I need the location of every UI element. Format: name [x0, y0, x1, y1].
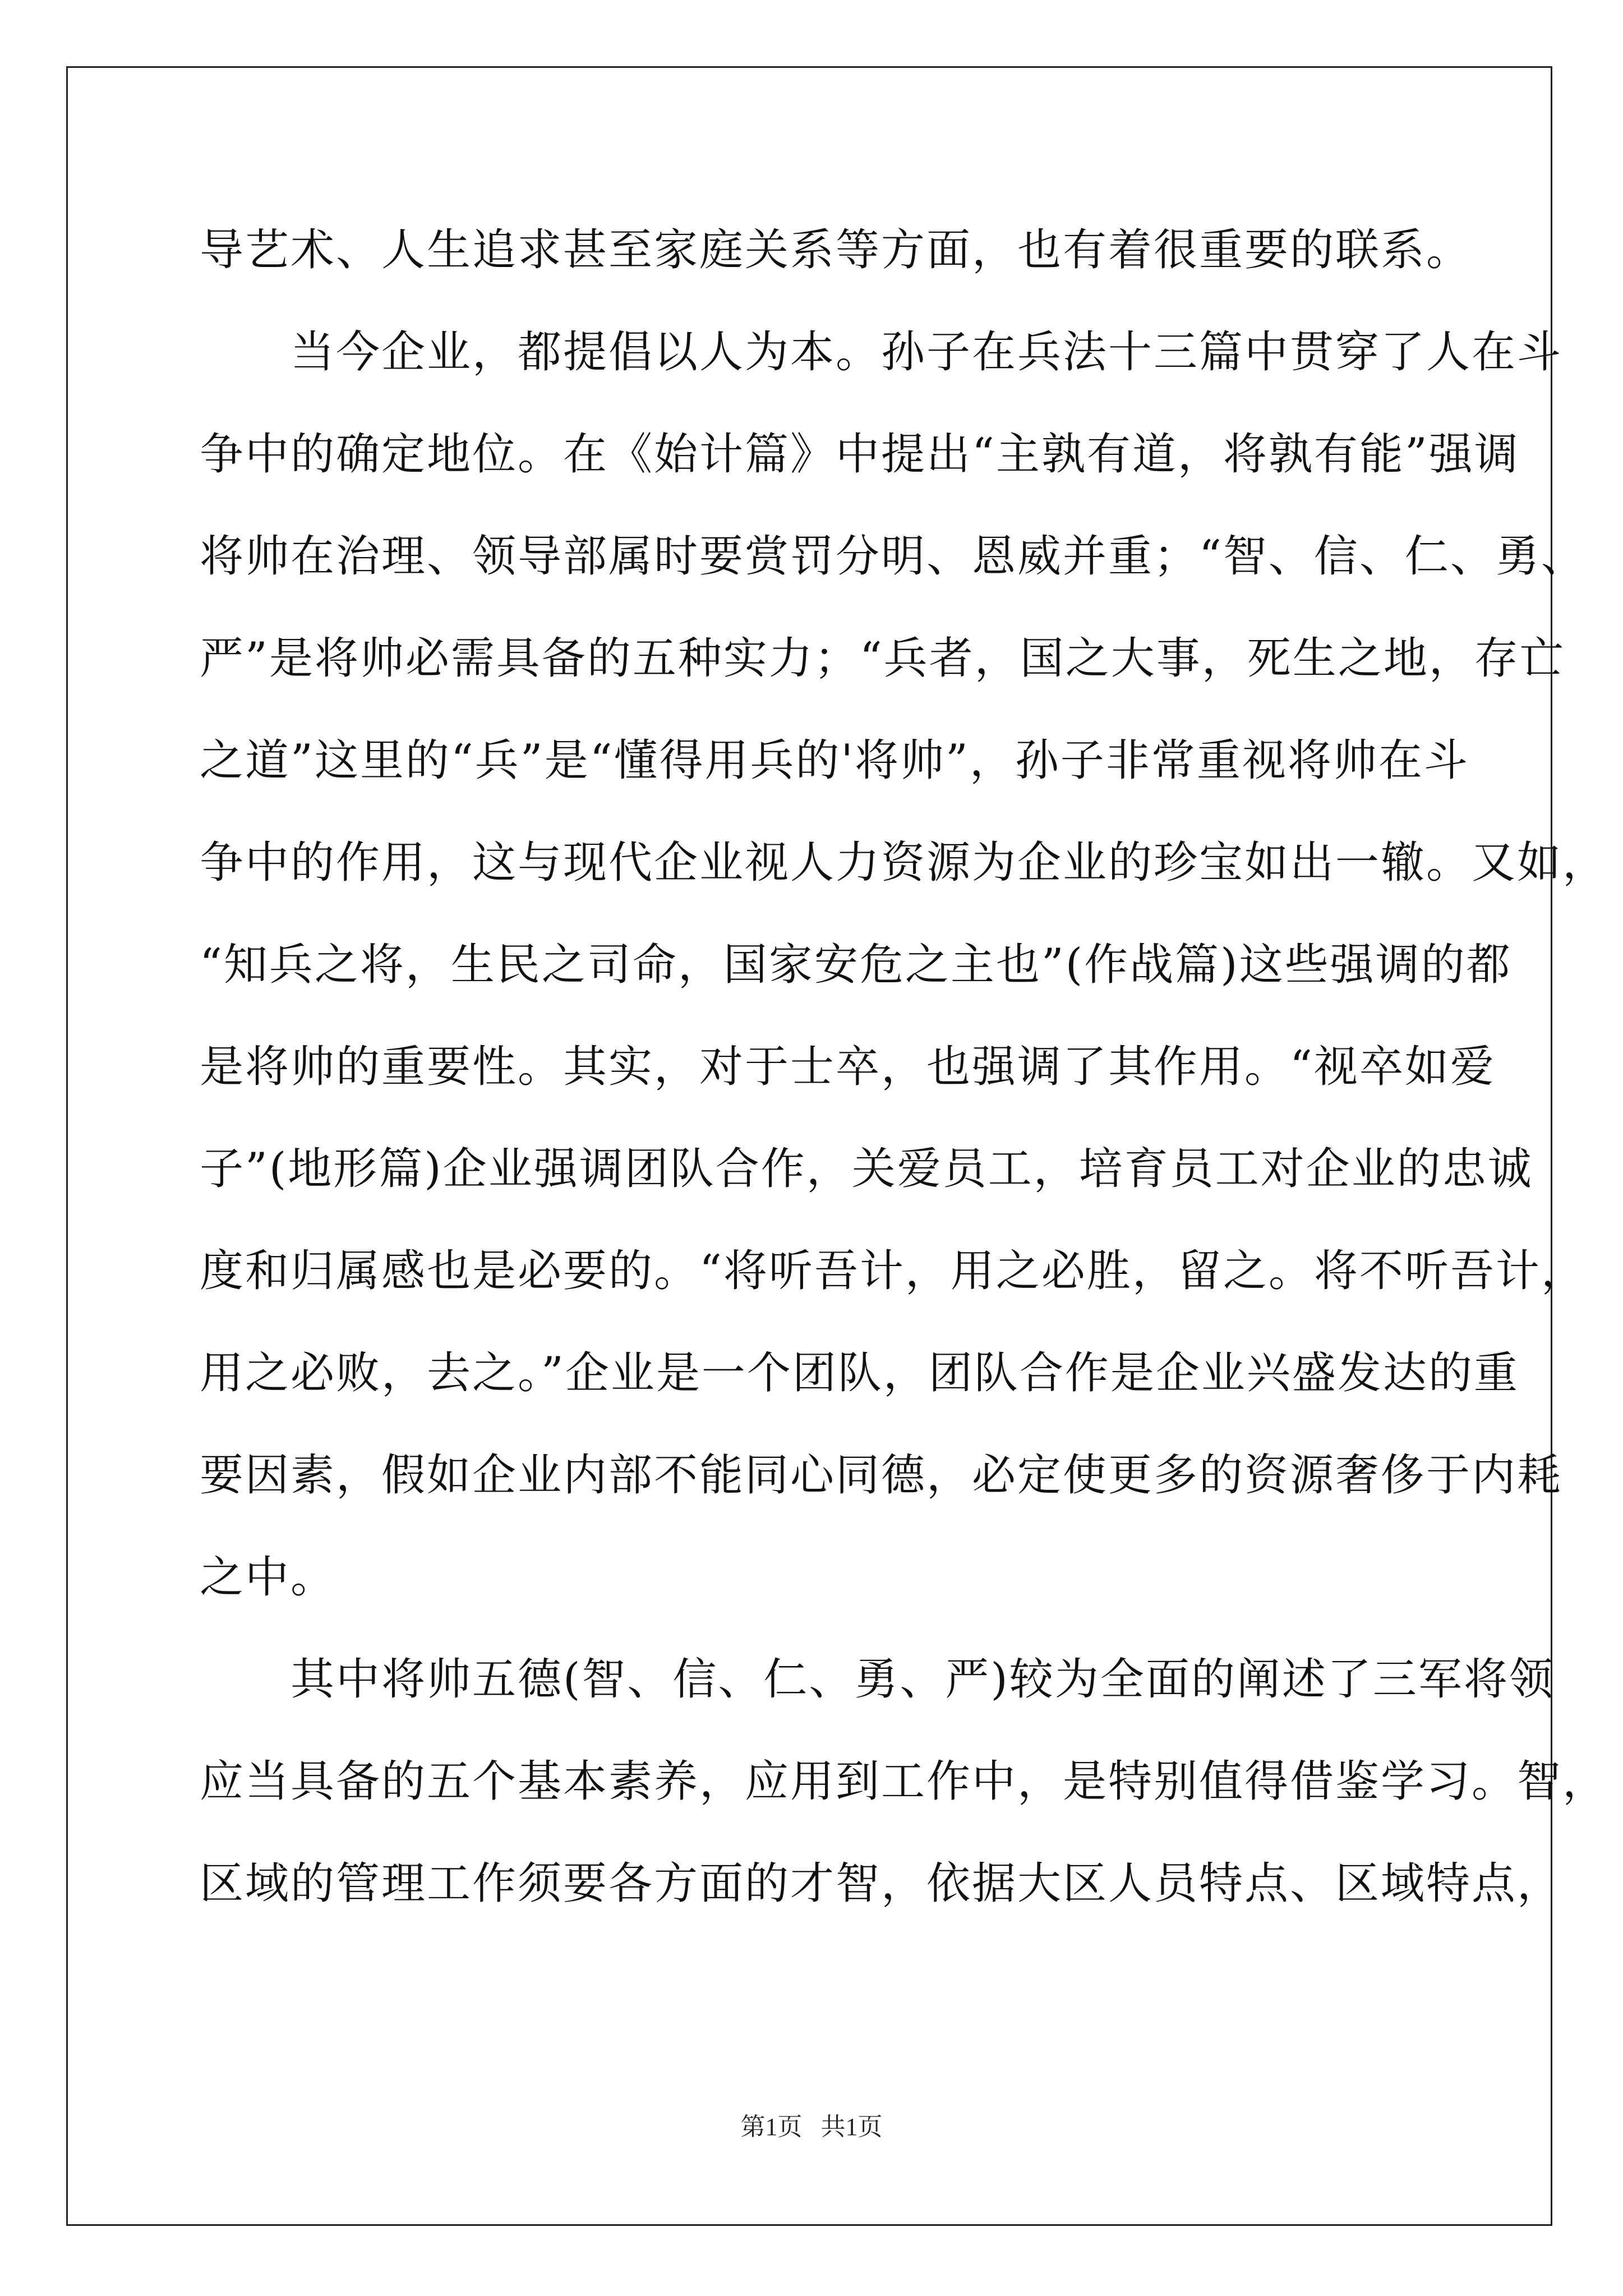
- text-line: 用之必败，去之。”企业是一个团队，团队合作是企业兴盛发达的重: [200, 1348, 1519, 1398]
- text-line: 应当具备的五个基本素养，应用到工作中，是特别值得借鉴学习。智，: [200, 1756, 1608, 1807]
- text-line: 是将帅的重要性。其实，对于士卒，也强调了其作用。“视卒如爱: [200, 1042, 1496, 1092]
- page-number-footer: 第1页 共1页: [740, 2113, 883, 2141]
- text-line: 严”是将帅必需具备的五种实力；“兵者，国之大事，死生之地，存亡: [200, 633, 1565, 684]
- text-line: 区域的管理工作须要各方面的才智，依据大区人员特点、区域特点，: [200, 1858, 1563, 1909]
- document-body: [200, 199, 1608, 1935]
- text-line: 要因素，假如企业内部不能同心同德，必定使更多的资源奢侈于内耗: [200, 1450, 1563, 1501]
- text-line: “知兵之将，生民之司命，国家安危之主也”(作战篇)这些强调的都: [200, 940, 1512, 990]
- text-line: 将帅在治理、领导部属时要赏罚分明、恩威并重；“智、信、仁、勇、: [200, 531, 1587, 582]
- text-line: 之道”这里的“兵”是“懂得用兵的'将帅”，孙子非常重视将帅在斗: [200, 735, 1469, 786]
- text-line: 子”(地形篇)企业强调团队合作，关爱员工，培育员工对企业的忠诚: [200, 1144, 1533, 1194]
- text-line: 之中。: [200, 1552, 336, 1603]
- text-line: 当今企业，都提倡以人为本。孙子在兵法十三篇中贯穿了人在斗: [200, 327, 1563, 378]
- text-line: 度和归属感也是必要的。“将听吾计，用之必胜，留之。将不听吾计，: [200, 1246, 1587, 1296]
- text-line: 其中将帅五德(智、信、仁、勇、严)较为全面的阐述了三军将领: [200, 1654, 1555, 1705]
- text-line: 导艺术、人生追求甚至家庭关系等方面，也有着很重要的联系。: [200, 225, 1472, 275]
- text-line: 争中的确定地位。在《始计篇》中提出“主孰有道，将孰有能”强调: [200, 429, 1520, 480]
- text-line: 争中的作用，这与现代企业视人力资源为企业的珍宝如出一辙。又如，: [200, 838, 1608, 888]
